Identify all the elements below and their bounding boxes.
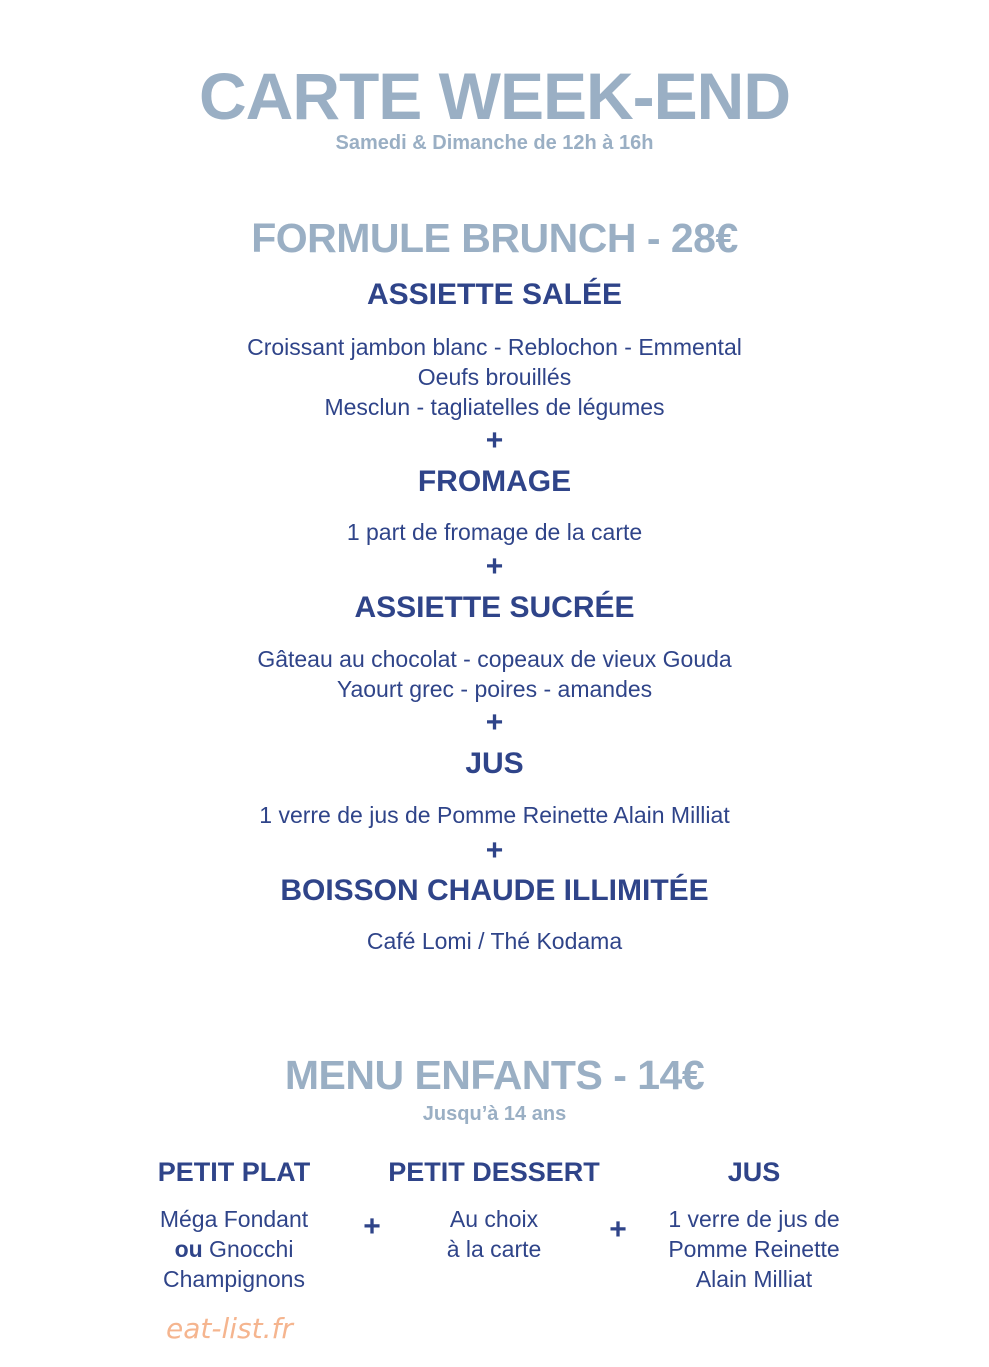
- course-assiette-salee: ASSIETTE SALÉE: [366, 278, 623, 311]
- desc-line: Champignons: [163, 1266, 305, 1292]
- desc-line: Yaourt grec - poires - amandes: [336, 676, 653, 702]
- desc-line: Café Lomi / Thé Kodama: [366, 928, 623, 954]
- kids-jus: [644, 1156, 864, 1294]
- desc-line: Oeufs brouillés: [417, 364, 572, 390]
- course-assiette-sucree: ASSIETTE SUCRÉE: [354, 591, 635, 624]
- kids-petit-dessert-title: PETIT DESSERT: [388, 1157, 600, 1187]
- kids-menu-title: MENU ENFANTS - 14€: [284, 1052, 705, 1098]
- kids-petit-plat: [134, 1156, 334, 1294]
- brunch-title: FORMULE BRUNCH - 28€: [251, 215, 738, 261]
- desc-line: Méga Fondant: [159, 1206, 309, 1232]
- desc-line: Mesclun - tagliatelles de légumes: [324, 394, 665, 420]
- desc-line: Croissant jambon blanc - Reblochon - Emmental: [247, 334, 742, 360]
- kids-petit-dessert: [374, 1156, 614, 1264]
- course-jus-desc: [0, 800, 989, 830]
- desc-line: Au choix: [449, 1206, 539, 1232]
- desc-line: [134, 1234, 334, 1264]
- plus-separator: +: [485, 550, 504, 583]
- desc-line: Alain Milliat: [695, 1266, 813, 1292]
- menu-hours: Samedi & Dimanche de 12h à 16h: [335, 132, 654, 154]
- desc-text: Gnocchi: [202, 1236, 294, 1262]
- or-word: ou: [174, 1236, 203, 1262]
- watermark: eat-list.fr: [166, 1312, 293, 1345]
- course-assiette-sucree-desc: [0, 644, 989, 704]
- plus-separator: +: [363, 1210, 381, 1243]
- course-jus: JUS: [465, 747, 524, 780]
- kids-petit-plat-desc: [134, 1204, 334, 1294]
- desc-line: Gâteau au chocolat - copeaux de vieux Gouda: [257, 646, 732, 672]
- desc-line: 1 part de fromage de la carte: [346, 519, 643, 545]
- kids-petit-dessert-desc: [374, 1204, 614, 1264]
- plus-separator: +: [485, 834, 504, 867]
- kids-jus-desc: [644, 1204, 864, 1294]
- desc-line: 1 verre de jus de Pomme Reinette Alain Milliat: [259, 802, 730, 828]
- kids-menu-age: Jusqu’à 14 ans: [422, 1103, 567, 1125]
- menu-title: CARTE WEEK-END: [199, 59, 790, 133]
- plus-separator: +: [485, 706, 504, 739]
- course-fromage: FROMAGE: [417, 465, 572, 498]
- course-boisson-chaude: BOISSON CHAUDE ILLIMITÉE: [280, 874, 709, 907]
- desc-line: à la carte: [446, 1236, 542, 1262]
- desc-line: 1 verre de jus de: [668, 1206, 840, 1232]
- course-fromage-desc: [0, 517, 989, 547]
- desc-line: Pomme Reinette: [668, 1236, 840, 1262]
- kids-petit-plat-title: PETIT PLAT: [157, 1157, 311, 1187]
- kids-jus-title: JUS: [727, 1157, 781, 1187]
- course-assiette-salee-desc: [0, 332, 989, 422]
- course-boisson-chaude-desc: [0, 926, 989, 956]
- plus-separator: +: [609, 1213, 627, 1246]
- plus-separator: +: [485, 424, 504, 457]
